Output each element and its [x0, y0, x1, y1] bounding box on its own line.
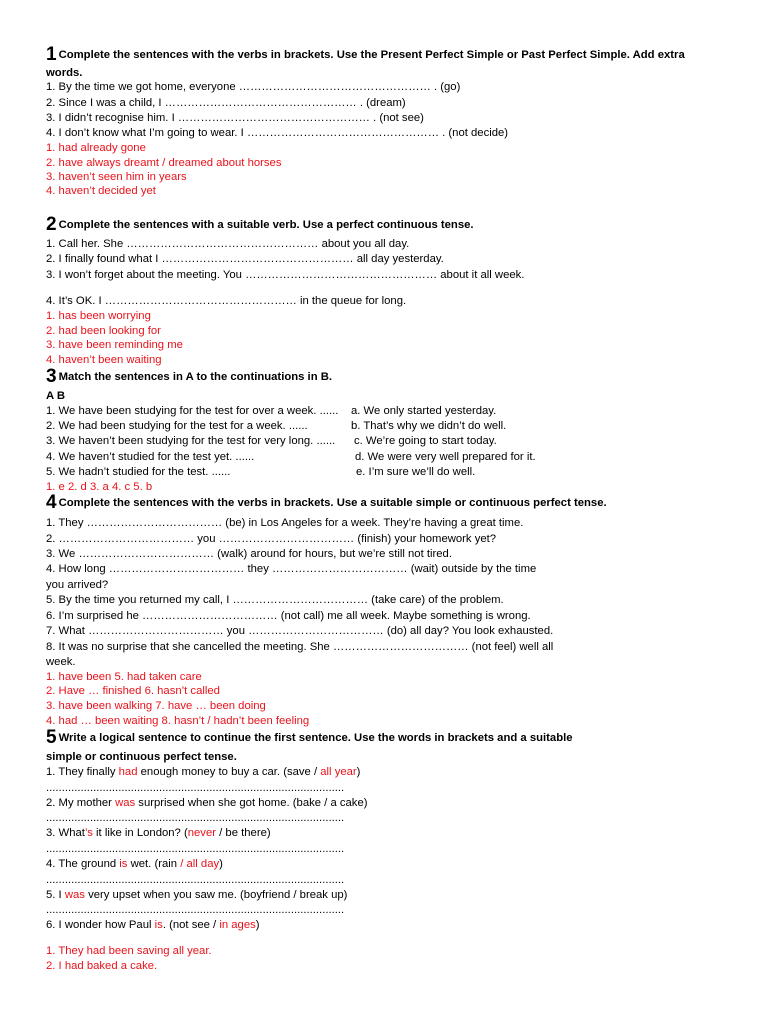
- exercise-item: 3. I didn’t recognise him. I …………………………………………… . (not see): [46, 112, 424, 124]
- answer-line: 1. have been 5. had taken care: [46, 671, 202, 683]
- match-b-item: b. That’s why we didn’t do well.: [351, 420, 507, 432]
- answer-dotted-line: ...............................................................................................: [46, 843, 345, 855]
- section-number: 4: [46, 492, 57, 513]
- section-2-heading: 2 Complete the sentences with a suitable verb. Use a perfect continuous tense.: [46, 214, 474, 235]
- exercise-item: 1. Call her. She …………………………………………… about you all day.: [46, 238, 410, 250]
- exercise-item: 4. It’s OK. I …………………………………………… in the queue for long.: [46, 295, 407, 307]
- section-5-heading: 5 Write a logical sentence to continue the first sentence. Use the words in brackets and a suitable: [46, 727, 573, 748]
- answer-line: 2. Have … finished 6. hasn’t called: [46, 685, 220, 697]
- answer-dotted-line: ...............................................................................................: [46, 782, 345, 794]
- answer-line: 4. had … been waiting 8. hasn’t / hadn’t been feeling: [46, 715, 310, 727]
- section-4-heading: 4 Complete the sentences with the verbs in brackets. Use a suitable simple or continuous perfect tense.: [46, 492, 607, 513]
- section-1-heading-cont: words.: [46, 67, 83, 79]
- answer-line: 2. have always dreamt / dreamed about horses: [46, 157, 282, 169]
- answer-line: 1. They had been saving all year.: [46, 945, 212, 957]
- exercise-item: 2. My mother was surprised when she got home. (bake / a cake): [46, 797, 368, 809]
- answer-dotted-line: ...............................................................................................: [46, 812, 345, 824]
- column-labels: A B: [46, 390, 66, 402]
- match-a-item: 3. We haven’t been studying for the test for very long. ......: [46, 435, 336, 447]
- answer-line: 3. have been walking 7. have … been doing: [46, 700, 266, 712]
- section-3-heading: 3 Match the sentences in A to the continuations in B.: [46, 366, 333, 387]
- section-5-heading-cont: simple or continuous perfect tense.: [46, 751, 237, 763]
- exercise-item: 5. By the time you returned my call, I ……………………………… (take care) of the problem.: [46, 594, 504, 606]
- match-b-item: d. We were very well prepared for it.: [355, 451, 536, 463]
- exercise-item: 4. I don’t know what I’m going to wear. I …………………………………………… . (not decide): [46, 127, 509, 139]
- exercise-item: 1. They finally had enough money to buy a car. (save / all year): [46, 766, 361, 778]
- section-number: 3: [46, 366, 57, 387]
- answer-line: 3. haven’t seen him in years: [46, 171, 187, 183]
- answer-dotted-line: ...............................................................................................: [46, 874, 345, 886]
- answer-line: 1. e 2. d 3. a 4. c 5. b: [46, 481, 153, 493]
- exercise-item: 8. It was no surprise that she cancelled the meeting. She ……………………………… (not feel) well all: [46, 641, 554, 653]
- exercise-item: you arrived?: [46, 579, 109, 591]
- exercise-item: 6. I wonder how Paul is. (not see / in ages): [46, 919, 260, 931]
- exercise-item: 3. What’s it like in London? (never / be there): [46, 827, 271, 839]
- answer-line: 1. had already gone: [46, 142, 146, 154]
- exercise-item: 3. I won’t forget about the meeting. You …………………………………………… about it all week.: [46, 269, 525, 281]
- exercise-item: 1. They ……………………………… (be) in Los Angeles for a week. They’re having a great time.: [46, 517, 524, 529]
- exercise-item: 2. I finally found what I …………………………………………… all day yesterday.: [46, 253, 444, 265]
- section-number: 1: [46, 44, 57, 65]
- match-b-item: c. We’re going to start today.: [354, 435, 497, 447]
- match-a-item: 5. We hadn’t studied for the test. ......: [46, 466, 231, 478]
- answer-line: 3. have been reminding me: [46, 339, 183, 351]
- exercise-item: 7. What ……………………………… you ……………………………… (do) all day? You look exhausted.: [46, 625, 554, 637]
- exercise-item: 3. We ……………………………… (walk) around for hours, but we’re still not tired.: [46, 548, 452, 560]
- exercise-item: 6. I’m surprised he ……………………………… (not call) me all week. Maybe something is wrong.: [46, 610, 531, 622]
- exercise-item: 2. ……………………………… you ……………………………… (finish) your homework yet?: [46, 533, 497, 545]
- section-1-heading: 1 Complete the sentences with the verbs in brackets. Use the Present Perfect Simple or Past Perfect Simple. Add extra: [46, 44, 685, 65]
- match-b-item: a. We only started yesterday.: [351, 405, 497, 417]
- exercise-item: 5. I was very upset when you saw me. (boyfriend / break up): [46, 889, 348, 901]
- match-b-item: e. I’m sure we’ll do well.: [356, 466, 476, 478]
- exercise-item: 1. By the time we got home, everyone …………………………………………… . (go): [46, 81, 461, 93]
- section-number: 5: [46, 727, 57, 748]
- answer-line: 2. I had baked a cake.: [46, 960, 158, 972]
- answer-line: 4. haven’t been waiting: [46, 354, 162, 366]
- answer-line: 2. had been looking for: [46, 325, 161, 337]
- section-number: 2: [46, 214, 57, 235]
- exercise-item: 4. The ground is wet. (rain / all day): [46, 858, 223, 870]
- answer-dotted-line: ...............................................................................................: [46, 904, 345, 916]
- exercise-item: 4. How long ……………………………… they ……………………………… (wait) outside by the time: [46, 563, 537, 575]
- match-a-item: 4. We haven’t studied for the test yet. ......: [46, 451, 255, 463]
- match-a-item: 2. We had been studying for the test for a week. ......: [46, 420, 308, 432]
- match-a-item: 1. We have been studying for the test for over a week. ......: [46, 405, 339, 417]
- exercise-item: week.: [46, 656, 76, 668]
- answer-line: 1. has been worrying: [46, 310, 151, 322]
- answer-line: 4. haven’t decided yet: [46, 185, 156, 197]
- exercise-item: 2. Since I was a child, I …………………………………………… . (dream): [46, 97, 406, 109]
